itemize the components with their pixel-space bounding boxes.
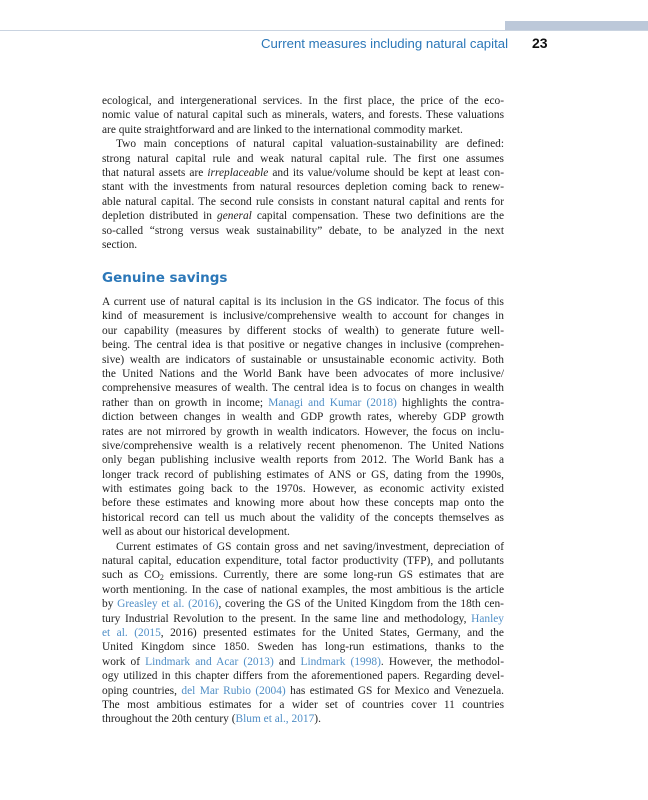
text-line: are quite straightforward and are linked to the international commodity market. (102, 123, 463, 136)
text-run: , covering the GS of the United Kingdom from the 18th cen- (218, 598, 504, 611)
text-block-upper (102, 94, 504, 252)
text-line: rates are not mirrored by growth in wealth indicators. However, the focus on inclu- (102, 425, 504, 438)
text-line: only began publishing inclusive wealth reports from 2012. The World Bank has a (102, 454, 504, 467)
text-run: depletion distributed in (102, 210, 218, 223)
text-line: before these estimates and knowing more about how these concepts map onto the (102, 497, 504, 510)
text-block-lower (102, 295, 504, 727)
header-accent-bar (505, 21, 648, 30)
text-line (102, 684, 504, 698)
text-line: with estimates going back to the 1970s. However, as economic activity existed (102, 483, 504, 496)
text-line (102, 612, 504, 626)
section-heading: Genuine savings (102, 270, 228, 286)
text-line: the United Nations and the World Bank have been advocates of more inclusive/ (102, 367, 504, 380)
citation-link-greasley[interactable]: Greasley et al. (2016) (117, 598, 219, 611)
text-run: throughout the 20th century ( (102, 713, 236, 726)
citation-link-lindmark-acar[interactable]: Lindmark and Acar (2013) (145, 655, 274, 668)
citation-link-lindmark[interactable]: Lindmark (1998) (300, 655, 381, 668)
text-run: , 2016) presented estimates for the United States, Germany, and the (160, 626, 504, 639)
conceptions-paragraph (102, 137, 504, 252)
text-run: by (102, 598, 118, 611)
running-head: Current measures including natural capital (260, 36, 508, 51)
text-line: longer track record of publishing estimates of ANS or GS, dating from the 1990s, (102, 468, 504, 481)
text-run: that natural assets are (102, 166, 208, 179)
header-rule (0, 30, 648, 31)
text-line: Two main conceptions of natural capital valuation-sustainability are defined: (116, 138, 504, 151)
intro-paragraph (102, 94, 504, 137)
citation-link-del-mar-rubio[interactable]: del Mar Rubio (2004) (181, 684, 286, 697)
text-line: nomic value of natural capital such as minerals, waters, and forests. These valuations (102, 109, 504, 122)
emphasis-irreplaceable: irreplaceable (207, 166, 269, 179)
text-line (102, 166, 504, 180)
text-run: and (273, 655, 301, 668)
text-line: able natural capital. The second rule consists in constant natural capital and rents for (102, 195, 504, 208)
citation-link-hanley[interactable]: Hanley (471, 612, 504, 625)
text-line: comprehensive measures of wealth. The central idea is to focus on changes in wealth (102, 382, 504, 395)
text-line (102, 396, 504, 410)
text-line: well as about our historical development. (102, 526, 290, 539)
text-line: strong natural capital rule and weak natural capital rule. The first one assumes (102, 152, 504, 165)
text-line: kind of measurement is inclusive/comprehensive wealth to account for changes in (102, 310, 504, 323)
text-line: sive) wealth are indicators of sustainable or unsustainable economic activity. Both (102, 353, 504, 366)
text-run: . However, the methodol- (380, 655, 505, 668)
text-line: historical record can tell us much about the validity of the concepts themselves as (102, 511, 504, 524)
text-run: ). (314, 713, 321, 726)
subscript-2: 2 (159, 573, 164, 583)
page-number: 23 (532, 35, 548, 51)
text-line: ogy utilized in this chapter differs from the aforementioned papers. Regarding devel- (102, 670, 504, 683)
text-line: worth mentioning. In the case of national examples, the most ambitious is the article (102, 583, 504, 596)
citation-link-hanley-2015[interactable]: et al. (2015 (102, 626, 161, 639)
text-line: being. The central idea is that positive or negative changes in inclusive (comprehen- (102, 339, 504, 352)
estimates-paragraph (102, 540, 504, 727)
emphasis-general: general (217, 210, 252, 223)
text-line (102, 655, 504, 669)
text-run: highlights the contra- (396, 396, 505, 409)
text-line: stant with the investments from natural resources depletion coming back to renew- (102, 181, 504, 194)
text-run: oping countries, (102, 684, 182, 697)
text-run: work of (102, 655, 146, 668)
gs-paragraph (102, 295, 504, 540)
text-run: has estimated GS for Mexico and Venezuela. (285, 684, 504, 697)
text-line: sive/comprehensive wealth is a relatively recent phenomenon. The United Nations (102, 439, 504, 452)
text-line: section. (102, 238, 138, 251)
text-line (102, 626, 504, 640)
text-run: emissions. Currently, there are some long-run GS estimates that are (163, 569, 504, 582)
text-line: Current estimates of GS contain gross and net saving/investment, depreciation of (116, 540, 504, 553)
text-line: United Kingdom since 1850. Sweden has long-run estimations, thanks to the (102, 641, 504, 654)
citation-link-blum[interactable]: Blum et al., 2017 (235, 713, 315, 726)
text-run: such as CO (102, 569, 160, 582)
text-line: diction between changes in wealth and GDP growth rates, whereby GDP growth (102, 411, 504, 424)
text-line (102, 568, 504, 582)
citation-link-managi-kumar[interactable]: Managi and Kumar (2018) (268, 396, 397, 409)
text-line: The most ambitious estimates for a wider set of countries cover 11 countries (102, 698, 504, 711)
text-line (102, 209, 504, 223)
text-run: and its value/volume should be kept at least con- (268, 166, 504, 179)
text-run: rather than on growth in income; (102, 396, 269, 409)
text-line: A current use of natural capital is its inclusion in the GS indicator. The focus of this (102, 296, 504, 308)
text-run: tury Industrial Revolution to the present. In the same line and methodology, (102, 612, 472, 625)
text-line (102, 712, 504, 726)
text-line (102, 597, 504, 611)
text-line: natural capital, education expenditure, total factor productivity (TFP), and pollutants (102, 555, 504, 568)
text-run: capital compensation. These two definitions are the (251, 210, 504, 223)
text-line: ecological, and intergenerational services. In the first place, the price of the eco- (102, 95, 504, 107)
text-line: our capability (measures by different stocks of wealth) to generate future well- (102, 324, 504, 337)
text-line: so-called “strong versus weak sustainability” debate, to be analyzed in the next (102, 224, 504, 237)
